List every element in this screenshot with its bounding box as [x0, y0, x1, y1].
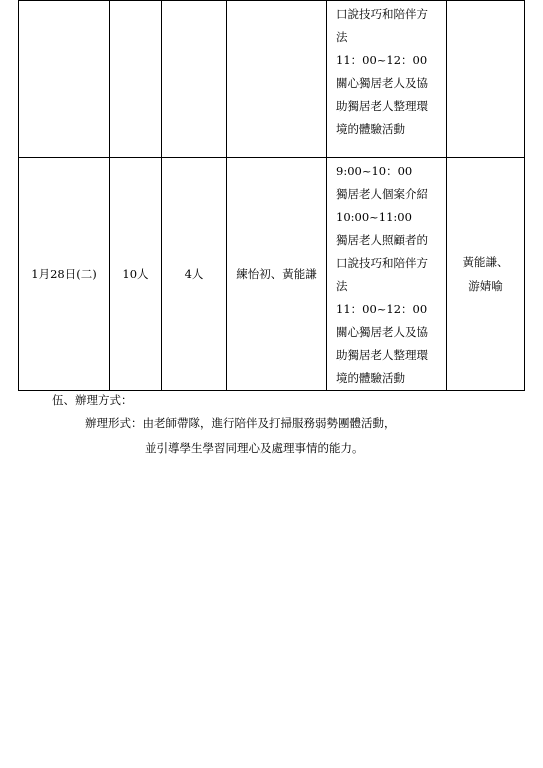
- detail-line: 境的體驗活動: [336, 371, 405, 385]
- quota-cell: [110, 1, 162, 158]
- date-cell: [19, 1, 110, 158]
- detail-line: 9:00~10：00: [336, 164, 413, 178]
- leaders-cell: 練怡初、黃能謙: [227, 158, 327, 391]
- schedule-detail-cell: [327, 1, 447, 158]
- contact-cell: [447, 158, 525, 391]
- detail-line: 獨居老人照顧者的: [336, 233, 428, 247]
- detail-line: 口說技巧和陪伴方: [336, 256, 428, 270]
- detail-line: 關心獨居老人及協: [336, 325, 428, 339]
- schedule-detail-cell: [327, 158, 447, 391]
- contact-cell: [447, 1, 525, 158]
- schedule-table: [18, 0, 525, 391]
- contact-name: 黃能謙、: [462, 255, 509, 269]
- contact-name: 游婧喻: [468, 279, 503, 293]
- detail-line: 助獨居老人整理環: [336, 99, 428, 113]
- leaders-cell: [227, 1, 327, 158]
- paragraph-line: 並引導學生學習同理心及處理事情的能力。: [145, 441, 364, 455]
- detail-line: 獨居老人個案介紹: [336, 187, 428, 201]
- teachers-cell: [162, 1, 227, 158]
- detail-line: 助獨居老人整理環: [336, 348, 428, 362]
- detail-line: 法: [336, 30, 348, 44]
- detail-line: 11：00~12：00: [336, 302, 428, 316]
- section-heading: 伍、辦理方式：: [52, 393, 133, 407]
- paragraph-line: 辦理形式：由老師帶隊，進行陪伴及打掃服務弱勢團體活動，: [85, 416, 396, 430]
- detail-line: 口說技巧和陪伴方: [336, 7, 428, 21]
- detail-line: 11：00~12：00: [336, 53, 428, 67]
- table-row-continued: [19, 1, 525, 158]
- teachers-cell: 4人: [162, 158, 227, 391]
- detail-line: 境的體驗活動: [336, 122, 405, 136]
- quota-cell: 10人: [110, 158, 162, 391]
- date-cell: 1月28日(二): [19, 158, 110, 391]
- detail-line: 關心獨居老人及協: [336, 76, 428, 90]
- detail-line: 法: [336, 279, 348, 293]
- table-row: [19, 158, 525, 391]
- detail-line: 10:00~11:00: [336, 210, 412, 224]
